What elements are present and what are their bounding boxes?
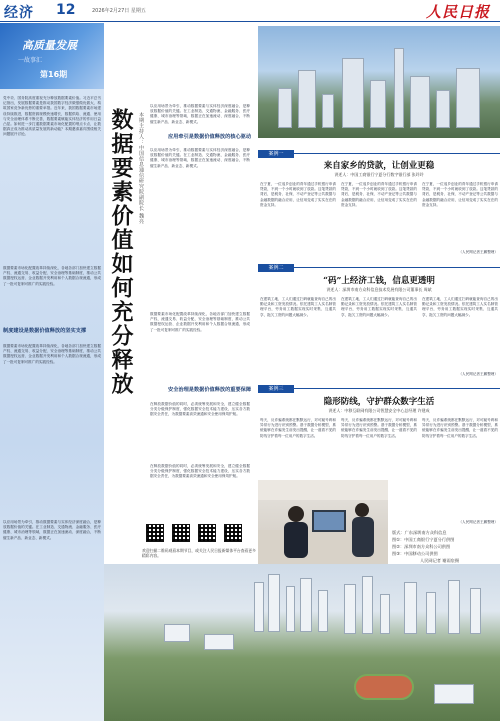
body-paragraph: 数据要素市场化配置改革持续深化，各地各部门加快建立数据产权、流通交易、收益分配、安全治理等基础制度，推动公共数据授权运营、企业数据开发利用和个人数据合规流通，形成了一批可复制可推广的实践经验。 (3, 266, 101, 286)
case-source: （人民网记者王鹏整理） (458, 250, 498, 254)
case-source: （人民网记者王鹏整理） (458, 520, 498, 524)
body-paragraph: 在释放数据价值的同时，必须统筹发展和安全，建立健全数据分类分级保护制度，强化数据安全技术能力建设，压实各方数据安全责任，为数据要素高效流通和安全使用保驾护航。 (150, 402, 250, 417)
case-text: 在宁夏，一位返乡创业的青年通过手机银行申请贷款，不到一个小时就收到了放款。这笔贷款的背后，是税务、社保、不动产登记等公共数据与金融数据的融合应用，让信用变成了实实在在的资金支持。 (422, 182, 498, 207)
case-title: 隐形防线，守护群众数字生活 (323, 397, 435, 407)
case-text: 在建筑工地，工人们通过扫码就能查询自己的出勤记录和工资发放情况。依托建筑工人实名制管理平台，劳务用工数据实现实时采集、互通共享，拖欠工资的问题大幅减少。 (260, 297, 336, 317)
subhead-application: 应用牵引是数据价值释放的核心驱动 (168, 134, 252, 140)
case-byline: 讲述人：中国工商银行宁夏分行数字银行部 张玲玲 (334, 172, 424, 177)
divider (294, 388, 500, 389)
case-label: 案例三 (258, 385, 294, 393)
photo-credit: 人民网记者 谢雨宸摄 (420, 558, 460, 563)
article-title: 数据要素价值如何充分释放 (108, 108, 134, 396)
case-label: 案例一 (258, 150, 294, 158)
case-title: 来自家乡的贷款，让创业更稳 (323, 161, 435, 171)
qr-code (172, 524, 190, 542)
case-text: 每天，反诈骗系统都在默默运行，对可疑号码和异常行为进行识别预警。基于数据分析模型，系统能够在诈骗发生前发出提醒，让一道看不见的防线守护着每一位用户的数字生活。 (422, 418, 498, 438)
banner-issue: 第16期 (40, 70, 68, 79)
subhead-security: 安全治理是数据价值释放的重要保障 (168, 387, 252, 393)
case-source: （人民网记者王鹏整理） (458, 372, 498, 376)
subhead-institution: 制度建设是数据价值释放的坚实支撑 (3, 328, 87, 334)
banner-title: 高质量发展 (22, 39, 77, 52)
qr-code (146, 524, 164, 542)
city-aerial-photo (104, 564, 500, 721)
qr-caption: 欢迎扫描二维码观看本期节目，或关注人民日报新媒体平台查看更多精彩内容。 (142, 548, 256, 558)
photo-credit: 图③：中国移动公司供图 (392, 551, 438, 556)
body-paragraph: 数据要素市场化配置改革持续深化，各地各部门加快建立数据产权、流通交易、收益分配、安全治理等基础制度，推动公共数据授权运营、企业数据开发利用和个人数据合规流通，形成了一批可复制可推广的实践经验。 (3, 344, 101, 364)
divider (294, 153, 500, 154)
case-byline: 讲述人：中移互联网有限公司智慧安全中心总经理 许建成 (328, 408, 430, 413)
case-byline: 讲述人：深圳市南方众科信息技术发展有限公司董事长 周斌 (326, 287, 432, 292)
case-text: 每天，反诈骗系统都在默默运行，对可疑号码和异常行为进行识别预警。基于数据分析模型，系统能够在诈骗发生前发出提醒，让一道看不见的防线守护着每一位用户的数字生活。 (260, 418, 336, 438)
intro-paragraph: 党中央、国务院高度重视充分释放数据要素价值。习近平总书记指出，发展数据要素是推动我国数字经济做强做优做大、构筑国家竞争新优势的重要举措。近年来，我国数据要素市场建设持续推进，数据资源规模快速增长，数据供给、流通、使用与安全治理体系不断完善，数据要素赋能实体经济的作用日益凸显。如何进一步打通数据要素市场化配置的堵点卡点，让数据真正成为推动高质量发展的新动能？本期邀请嘉宾围绕相关问题展开讨论。 (3, 96, 101, 137)
case-label: 案例二 (258, 264, 294, 272)
sports-field (354, 674, 414, 700)
section-name: 经济 (4, 5, 34, 21)
office-photo (258, 480, 388, 564)
office-scene (258, 480, 388, 564)
qr-code (198, 524, 216, 542)
case-text: 在宁夏，一位返乡创业的青年通过手机银行申请贷款，不到一个小时就收到了放款。这笔贷款的背后，是税务、社保、不动产登记等公共数据与金融数据的融合应用，让信用变成了实实在在的资金支持。 (260, 182, 336, 207)
body-paragraph: 在释放数据价值的同时，必须统筹发展和安全，建立健全数据分类分级保护制度，强化数据安全技术能力建设，压实各方数据安全责任，为数据要素高效流通和安全使用保驾护航。 (150, 464, 250, 479)
body-paragraph: 以应用场景为牵引，推动数据要素与实体经济深度融合，是释放数据价值的关键。在工业制造、交通物流、金融服务、医疗健康、城市治理等领域，数据正在加速流动、深度融合，不断催生新产品、新业态、新模式。 (3, 520, 101, 540)
case-text: 每天，反诈骗系统都在默默运行，对可疑号码和异常行为进行识别预警。基于数据分析模型，系统能够在诈骗发生前发出提醒，让一道看不见的防线守护着每一位用户的数字生活。 (341, 418, 417, 438)
page-number: 12 (56, 2, 76, 18)
photo-credit: 图②：深圳市南方众科公司供图 (392, 544, 451, 549)
case-text: 在建筑工地，工人们通过扫码就能查询自己的出勤记录和工资发放情况。依托建筑工人实名制管理平台，劳务用工数据实现实时采集、互通共享，拖欠工资的问题大幅减少。 (422, 297, 498, 317)
article-byline: 本期主持人：中国信息通信研究院副院长 魏亮 (138, 112, 144, 225)
body-paragraph: 数据要素市场化配置改革持续深化，各地各部门加快建立数据产权、流通交易、收益分配、安全治理等基础制度，推动公共数据授权运营、企业数据开发利用和个人数据合规流通，形成了一批可复制可推广的实践经验。 (150, 312, 250, 332)
body-paragraph: 以应用场景为牵引，推动数据要素与实体经济深度融合，是释放数据价值的关键。在工业制造、交通物流、金融服务、医疗健康、城市治理等领域，数据正在加速流动、深度融合，不断催生新产品、新业态、新模式。 (150, 104, 250, 124)
masthead-logo: 人民日报 (425, 3, 490, 21)
case-text: 在建筑工地，工人们通过扫码就能查询自己的出勤记录和工资发放情况。依托建筑工人实名制管理平台，劳务用工数据实现实时采集、互通共享，拖欠工资的问题大幅减少。 (341, 297, 417, 317)
page-header (0, 0, 500, 22)
photo-credit: 图①：中国工商银行宁夏分行供图 (392, 537, 455, 542)
banner-subtitle: 一故事汇 (18, 57, 43, 64)
column-banner (0, 23, 104, 89)
city-skyline-photo (258, 26, 500, 138)
issue-date: 2026年2月27日 星期五 (92, 8, 146, 14)
body-paragraph: 以应用场景为牵引，推动数据要素与实体经济深度融合，是释放数据价值的关键。在工业制造、交通物流、金融服务、医疗健康、城市治理等领域，数据正在加速流动、深度融合，不断催生新产品、新业态、新模式。 (150, 148, 250, 168)
qr-code (224, 524, 242, 542)
case-text: 在宁夏，一位返乡创业的青年通过手机银行申请贷款，不到一个小时就收到了放款。这笔贷款的背后，是税务、社保、不动产登记等公共数据与金融数据的融合应用，让信用变成了实实在在的资金支持。 (341, 182, 417, 207)
photo-credit: 版式：广东深圳南方众科信息 (392, 530, 447, 535)
divider (294, 267, 500, 268)
case-title: “码”上经济工钱，信息更透明 (323, 276, 435, 286)
